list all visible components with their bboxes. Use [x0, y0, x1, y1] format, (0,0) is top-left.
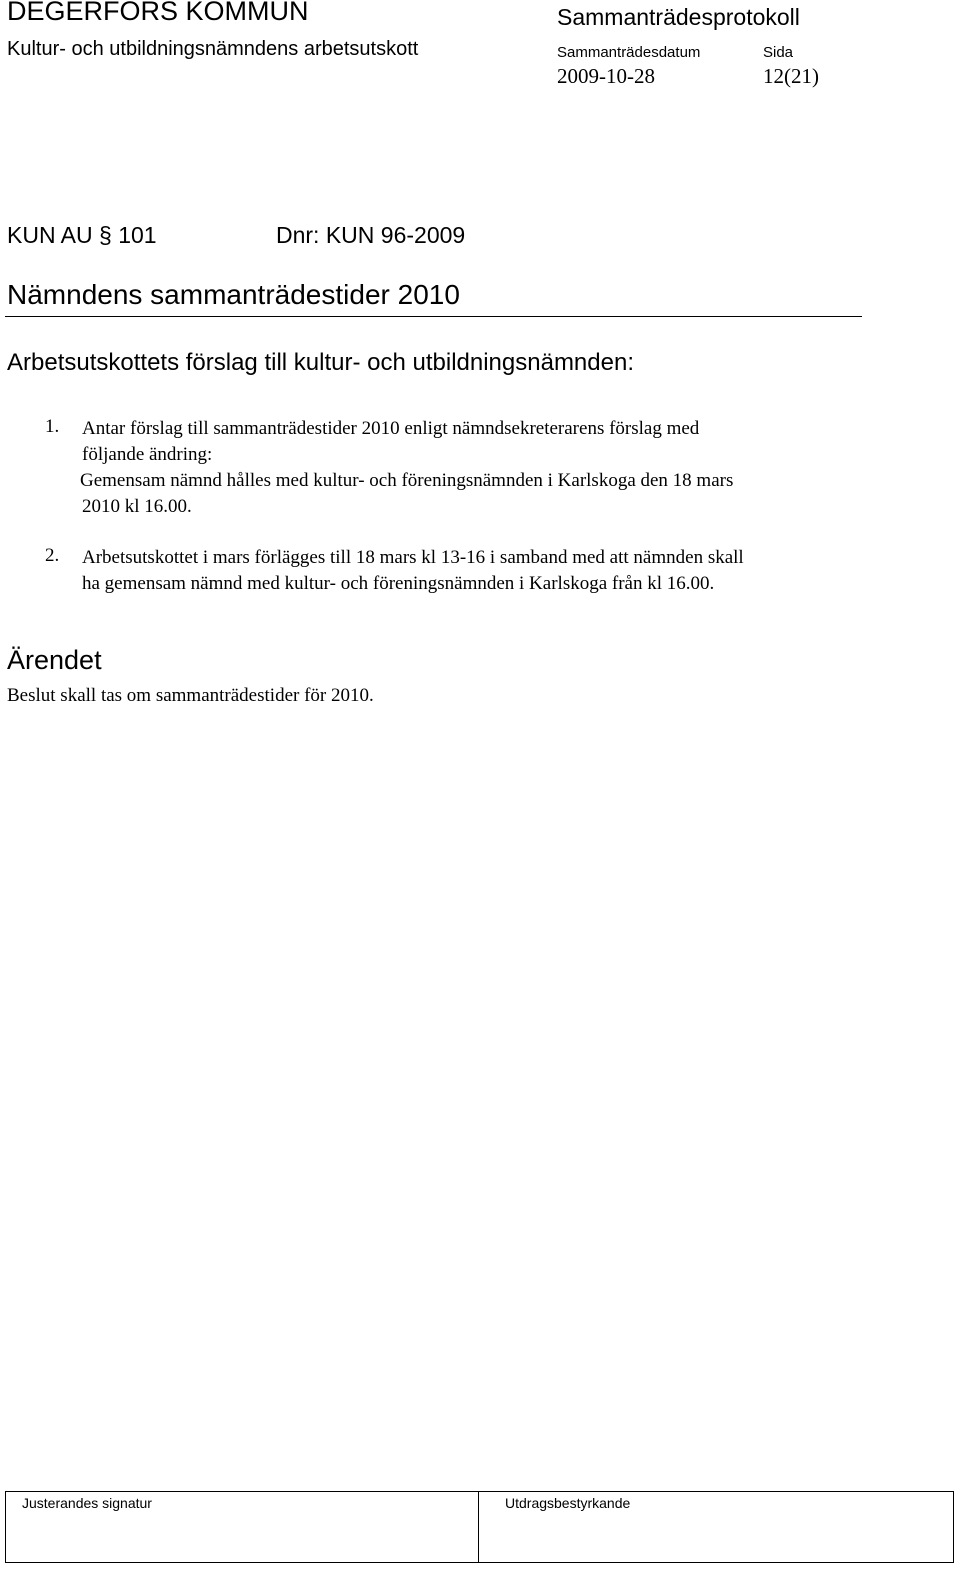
signature-label: Justerandes signatur	[22, 1495, 152, 1511]
matter-heading: Ärendet	[7, 645, 102, 675]
list-item-text: Antar förslag till sammanträdestider 2010 enligt nämndsekreterarens förslag med	[82, 418, 700, 439]
organization-name: DEGERFORS KOMMUN	[7, 0, 309, 26]
page-number: 12(21)	[763, 64, 819, 88]
title-divider	[5, 316, 862, 317]
list-item-text: ha gemensam nämnd med kultur- och föreningsnämnden i Karlskoga från kl 16.00.	[82, 573, 715, 594]
paragraph-reference: KUN AU § 101	[7, 222, 157, 248]
committee-name: Kultur- och utbildningsnämndens arbetsutskott	[7, 38, 419, 60]
matter-text: Beslut skall tas om sammanträdestider för 2010.	[7, 685, 374, 706]
meeting-date-value: 2009-10-28	[557, 64, 655, 88]
list-item-text: Arbetsutskottet i mars förlägges till 18 mars kl 13-16 i samband med att nämnden skall	[82, 547, 744, 568]
proposal-heading: Arbetsutskottets förslag till kultur- och utbildningsnämnden:	[7, 349, 634, 376]
signature-footer	[5, 1491, 954, 1563]
extract-certification-box	[479, 1492, 954, 1563]
list-item-number: 1.	[45, 416, 60, 437]
signature-box	[6, 1492, 479, 1563]
page-label: Sida	[763, 44, 794, 61]
extract-certification-label: Utdragsbestyrkande	[505, 1495, 631, 1511]
list-item-text: 2010 kl 16.00.	[82, 496, 192, 517]
diary-number: Dnr: KUN 96-2009	[276, 222, 466, 248]
list-item-text: Gemensam nämnd hålles med kultur- och föreningsnämnden i Karlskoga den 18 mars	[80, 470, 734, 491]
meeting-date-label: Sammanträdesdatum	[557, 44, 701, 61]
document-type: Sammanträdesprotokoll	[557, 4, 800, 30]
list-item-text: följande ändring:	[82, 444, 213, 465]
list-item-number: 2.	[45, 545, 60, 566]
section-title: Nämndens sammanträdestider 2010	[7, 279, 460, 310]
